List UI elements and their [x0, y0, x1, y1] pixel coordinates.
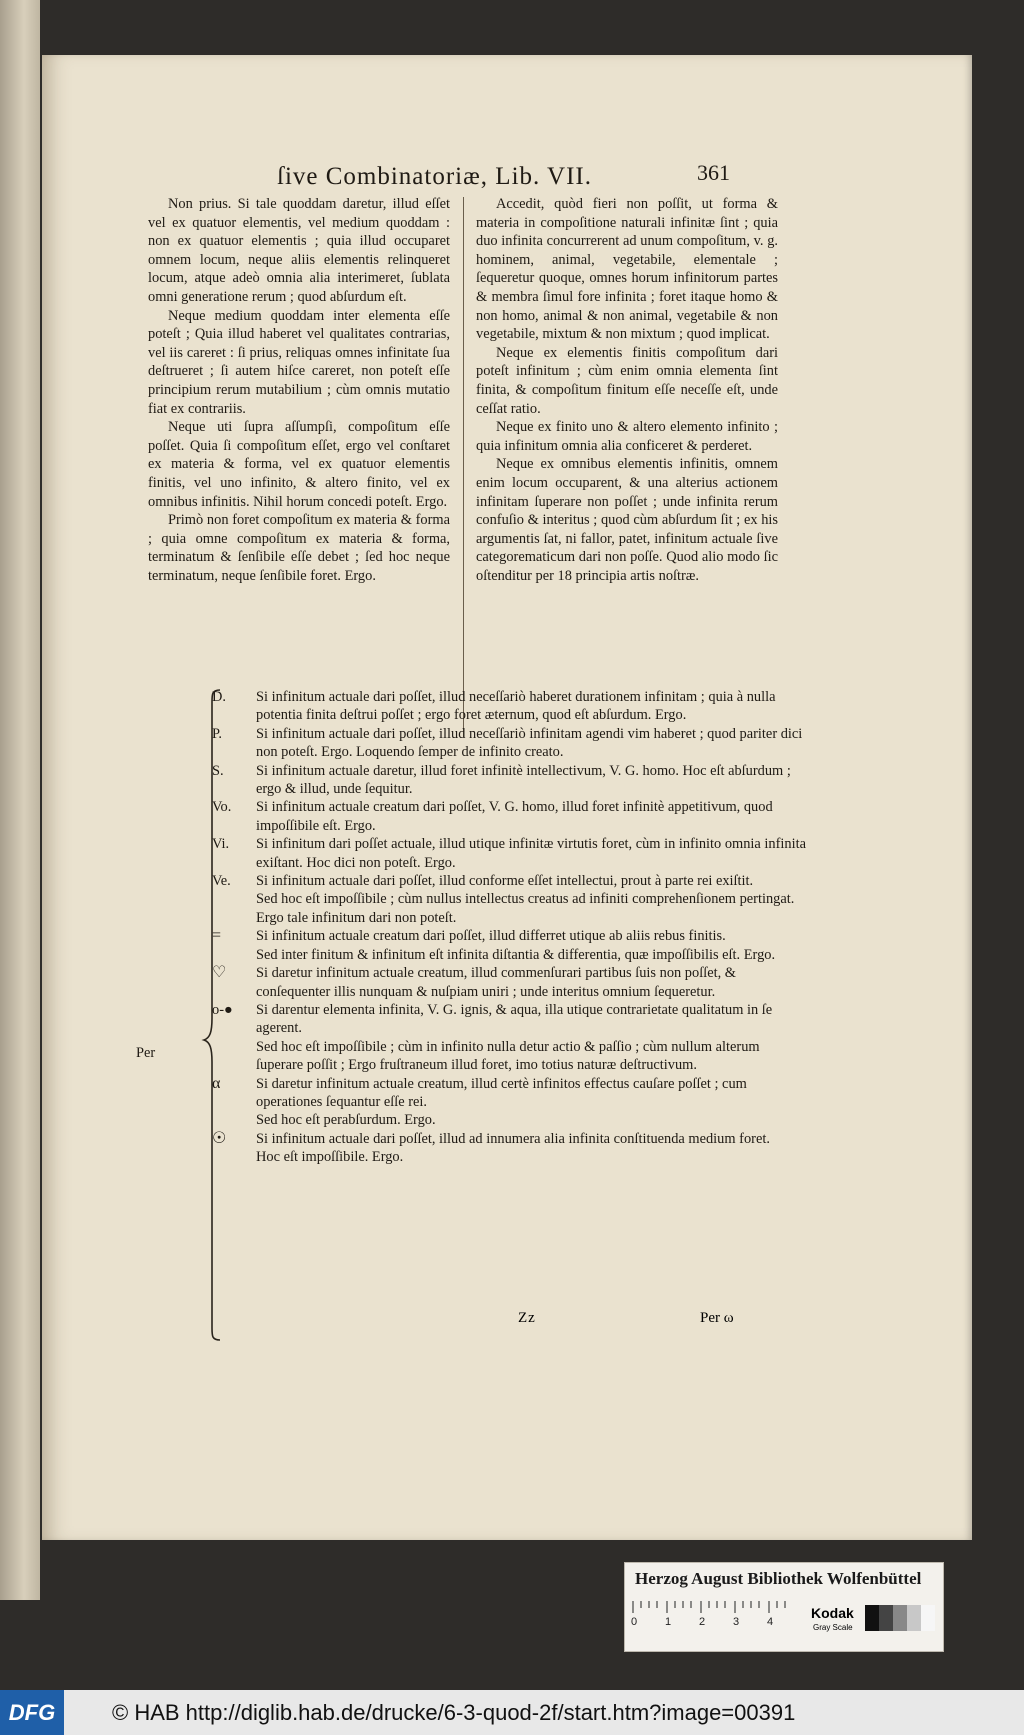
ruler-number-1: 1	[665, 1616, 672, 1627]
item-text-alpha: Si daretur infinitum actuale creatum, illud certè infinitos effectus cauſare poſſet ; cum operationes ſequantur eſſe rei.	[256, 1075, 747, 1110]
page-number: 361	[697, 160, 730, 185]
item-mark-ve: Ve.	[212, 873, 231, 890]
argument-item-d	[212, 688, 810, 725]
item-mark-d: D.	[212, 689, 226, 705]
item-text-equal: Si infinitum actuale creatum dari poſſet, illud differret utique ab aliis rebus finitis.	[256, 928, 726, 945]
item-extra-key: Sed hoc eſt impoſſibile ; cùm in infinito nulla detur actio & paſſio ; cùm nullum alterum ſuperare poſſit ; Ergo fruſtraneum illud foret, imo totius naturæ deſtructivum.	[256, 1038, 760, 1074]
item-text-sun: Si infinitum actuale dari poſſet, illud ad innumera alia infinita conſtituenda medium foret.	[256, 1130, 770, 1147]
argument-item-p	[212, 725, 810, 762]
right-column	[476, 195, 778, 585]
previous-page-edge	[0, 0, 40, 1600]
item-text-vo: Si infinitum actuale creatum dari poſſet, V. G. homo, illud foret infinitè appetitivum, quod impoſſibile eſt. Ergo.	[256, 799, 773, 834]
left-paragraph-1: Non prius. Si tale quoddam daretur, illud eſſet vel ex quatuor elementis, vel medium quoddam : non ex quatuor elementis ; quia illud occuparet omnem locum, neque aliis elementis relinqueret locum, atque adeò omnia alia interimeret, ſublata omni generatione rerum ; quod abſurdum eſt.	[148, 196, 450, 305]
gray-scale-steps	[865, 1605, 935, 1631]
right-paragraph-3: Neque ex finito uno & altero elemento infinito ; quia infinitum omnia alia conficeret & perderet.	[476, 419, 778, 454]
argument-item-vo	[212, 798, 810, 835]
running-title: ſive Combinatoriæ, Lib. VII.	[277, 163, 593, 190]
right-paragraph-2: Neque ex elementis finitis compoſitum dari poteſt infinitum ; cùm enim omnia elementa ſint finita, & compoſitum finitum eſſe neceſſe eſt, unde ceſſat ratio.	[476, 344, 778, 417]
argument-item-sun	[212, 1130, 810, 1167]
left-column	[148, 195, 450, 585]
argument-item-s	[212, 762, 810, 799]
item-mark-vi: Vi.	[212, 836, 230, 853]
item-text-s: Si infinitum actuale daretur, illud foret infinitè intellectivum, V. G. homo. Hoc eſt abſurdum ; ergo & illud, unde ſequitur.	[256, 762, 791, 798]
library-color-card	[624, 1562, 944, 1652]
right-paragraph-1: Accedit, quòd fieri non poſſit, ut forma & materia in compoſitione naturali infinitæ ſint ; quia duo infinita concurrerent ad unum compoſitum, v. g. hominem, animal, vegetabile, elementale ; ſequeretur quoque, omnes horum infinitorum partes & membra ſimul fore infinita ; foret itaque homo & non homo, animal & non animal, vegetabile & non vegetabile, mixtum & non mixtum ; quod implicat.	[476, 196, 778, 343]
book-page	[42, 55, 972, 1540]
footer-copyright-url[interactable]: © HAB http://diglib.hab.de/drucke/6-3-quod-2f/start.htm?image=00391	[112, 1700, 796, 1725]
argument-list	[136, 688, 810, 1167]
right-paragraph-4: Neque ex omnibus elementis infinitis, omnem enim locum occuparent, & una alterius actionem infinitam ſuperare non poſſet ; unde infinita rerum confuſio & interitus ; quod cùm abſurdum ſit ; ex his argumentis ſat, ni fallor, patet, infinitum actuale ſive categorematicum dari non poſſe. Quod alio modo ſic oſtenditur per 18 principia artis noſtræ.	[476, 456, 778, 584]
column-divider	[463, 197, 464, 737]
left-paragraph-3: Neque uti ſupra aſſumpſi, compoſitum eſſe poſſet. Quia ſi compoſitum eſſet, ergo vel conſtaret ex materia & forma, vel ex quatuor elementis finitis, vel uno infinito, & altero finito, vel ex omnibus infinitis. Nihil horum concedi poteſt. Ergo.	[148, 419, 450, 510]
kodak-label: Kodak	[811, 1605, 854, 1621]
argument-item-vi	[212, 835, 810, 872]
item-mark-s: S.	[212, 762, 224, 779]
grayscale-label: Gray Scale	[813, 1623, 853, 1632]
item-mark-p: P.	[212, 725, 223, 742]
item-mark-vo: Vo.	[212, 799, 232, 816]
library-name: Herzog August Bibliothek Wolfenbüttel	[635, 1569, 922, 1588]
left-paragraph-4: Primò non foret compoſitum ex materia & forma ; quia omne compoſitum ex materia & forma, terminatum & ſenſibile eſſe debet ; ſed hoc neque terminatum, neque ſenſibile foret. Ergo.	[148, 512, 450, 584]
ruler-number-4: 4	[767, 1616, 774, 1627]
key-symbol-icon: o-●	[212, 1001, 233, 1018]
per-label: Per	[136, 1045, 156, 1061]
item-text-heart: Si daretur infinitum actuale creatum, illud commenſurari partibus ſuis non poſſet, & conſequenter illis nunquam & nuſpiam uniri ; unde interitus omnium ſequeretur.	[256, 965, 736, 1000]
sun-symbol-icon: ☉	[212, 1129, 227, 1147]
ruler-scale	[631, 1601, 801, 1627]
item-text-key: Si darentur elementa infinita, V. G. ignis, & aqua, illa utique contrarietate qualitatum in ſe agerent.	[256, 1001, 773, 1037]
ruler-number-2: 2	[699, 1616, 706, 1627]
left-paragraph-2: Neque medium quoddam inter elementa eſſe poteſt ; Quia illud haberet vel qualitates contrarias, vel iis careret : ſi prius, reliquas omnes infinitate ſua deſtrueret ; ſi autem hiſce careret, non poteſt eſſe principium rerum mutabilium ; cùm omnis mutatio fiat ex contrariis.	[148, 307, 450, 417]
catchword: Per ω	[700, 1310, 734, 1326]
signature-mark: Zz	[518, 1310, 536, 1326]
item-extra-ve: Sed hoc eſt impoſſibile ; cùm nullus intellectus creatus ad infiniti comprehenſionem pertingat. Ergo tale infinitum dari non poteſt.	[256, 891, 795, 926]
item-extra-sun: Hoc eſt impoſſibile. Ergo.	[256, 1149, 404, 1166]
item-text-vi: Si infinitum dari poſſet actuale, illud utique infinitæ virtutis foret, cùm in infinito omnia infinita exiſtant. Hoc dici non poteſt. Ergo.	[256, 836, 806, 871]
argument-item-equal	[212, 927, 810, 964]
ruler-number-0: 0	[631, 1616, 638, 1627]
item-text-d: Si infinitum actuale dari poſſet, illud neceſſariò haberet durationem infinitam ; quia à nulla potentia finita deſtrui poſſet ; ergo foret æternum, quod eſt abſurdum. Ergo.	[256, 689, 776, 724]
argument-item-heart	[212, 964, 810, 1001]
alpha-symbol-icon: α	[212, 1074, 221, 1092]
item-extra-alpha: Sed hoc eſt perabſurdum. Ergo.	[256, 1112, 436, 1129]
argument-item-ve	[212, 872, 810, 927]
equal-sign-icon: =	[212, 927, 222, 945]
argument-item-key	[212, 1001, 810, 1075]
heart-icon: ♡	[212, 964, 227, 982]
item-text-ve: Si infinitum actuale dari poſſet, illud conforme eſſet intellectui, prout à parte rei exiſtit.	[256, 873, 754, 890]
ruler-number-3: 3	[733, 1616, 740, 1627]
item-extra-equal: Sed inter finitum & infinitum eſt infinita diſtantia & differentia, quæ impoſſibilis eſt. Ergo.	[256, 946, 776, 963]
dfg-logo: DFG	[0, 1690, 64, 1735]
item-text-p: Si infinitum actuale dari poſſet, illud neceſſariò infinitam agendi vim haberet ; quod pariter dici non poteſt. Ergo. Loquendo ſemper de infinito creato.	[256, 725, 803, 761]
argument-item-alpha	[212, 1075, 810, 1130]
